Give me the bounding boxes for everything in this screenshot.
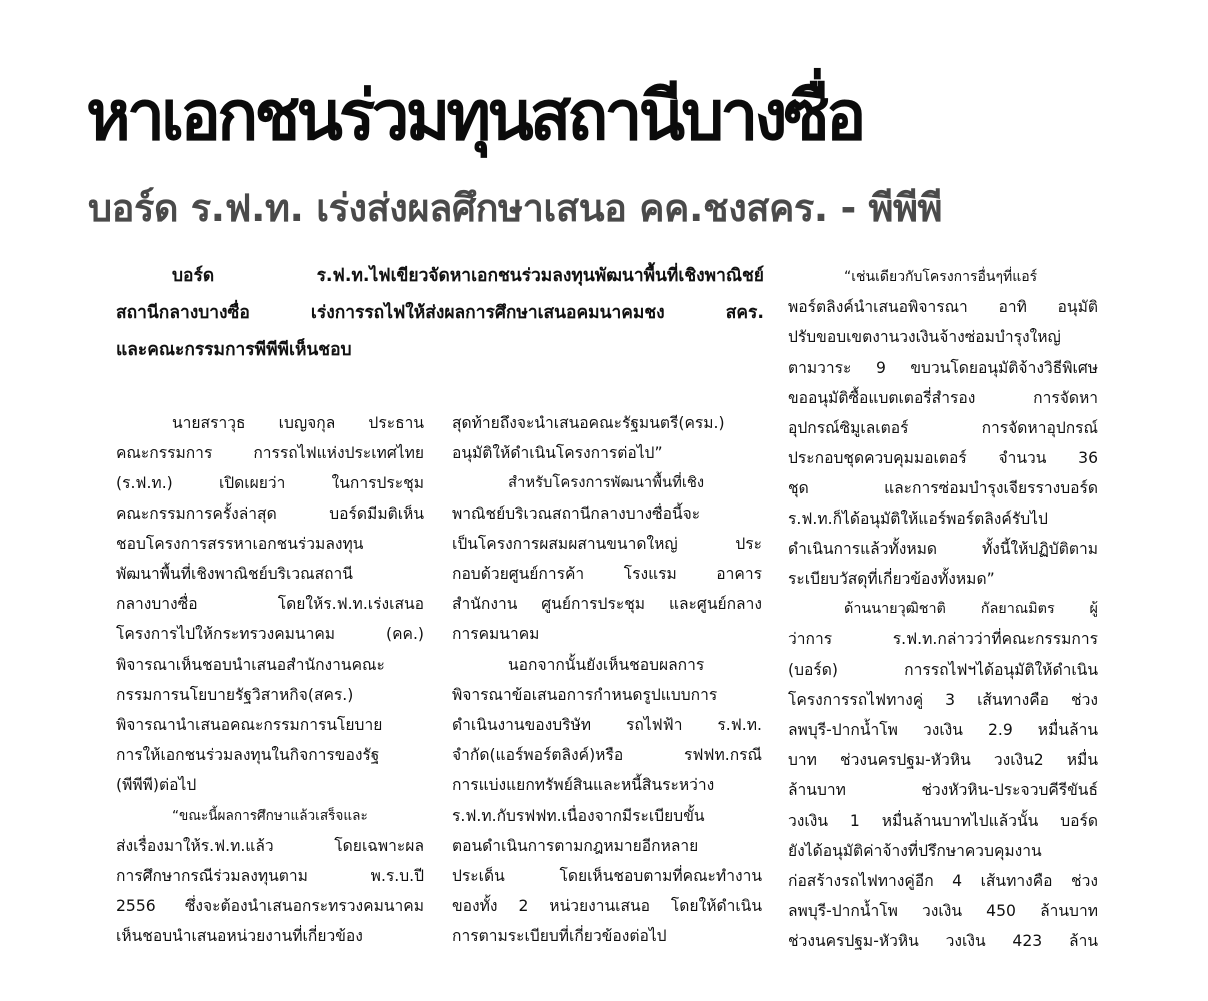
text-line: “ขณะนี้ผลการศึกษาแล้วเสร็จและ [172, 807, 368, 824]
headline: หาเอกชนร่วมทุนสถานีบางซื่อ [86, 77, 863, 156]
text-line: ประเด็น โดยเห็นชอบตามที่คณะทำงาน [452, 867, 762, 886]
text-line: สำนักงาน ศูนย์การประชุม และศูนย์กลาง [452, 595, 762, 614]
text-line: พัฒนาพื้นที่เชิงพาณิชย์บริเวณสถานี [116, 565, 353, 584]
text-line: ก่อสร้างรถไฟทางคู่อีก 4 เส้นทางคือ ช่วง [788, 872, 1098, 891]
text-line: วงเงิน 1 หมื่นล้านบาทไปแล้วนั้น บอร์ด [788, 811, 1098, 830]
text-line: ดำเนินการแล้วทั้งหมด ทั้งนี้ให้ปฏิบัติตาม [788, 539, 1098, 558]
text-line: “เช่นเดียวกับโครงการอื่นๆที่แอร์ [844, 269, 1038, 285]
text-line: ชุด และการซ่อมบำรุงเจียรรางบอร์ด [788, 479, 1098, 498]
text-line: ของทั้ง 2 หน่วยงานเสนอ โดยให้ดำเนิน [452, 897, 762, 916]
text-line: ชอบโครงการสรรหาเอกชนร่วมลงทุน [116, 534, 364, 553]
text-line: ปรับขอบเขตงานวงเงินจ้างซ่อมบำรุงใหญ่ [788, 328, 1061, 347]
article-column-2 [452, 408, 762, 952]
lead-line: สถานีกลางบางซื่อ เร่งการรถไฟให้ส่งผลการศึกษาเสนอคมนาคมชง สคร. [116, 303, 764, 323]
text-line: อุปกรณ์ซิมูเลเตอร์ การจัดหาอุปกรณ์ [788, 419, 1098, 438]
lead-line: และคณะกรรมการพีพีพีเห็นชอบ [116, 340, 352, 360]
text-line: สุดท้ายถึงจะนำเสนอคณะรัฐมนตรี(ครม.) [452, 414, 725, 432]
text-line: ร.ฟ.ท.กับรฟฟท.เนื่องจากมีระเบียบขั้น [452, 806, 705, 825]
article-column-1 [116, 408, 424, 952]
text-line: (พีพีพี)ต่อไป [116, 776, 197, 795]
lead-line: บอร์ด ร.ฟ.ท.ไฟเขียวจัดหาเอกชนร่วมลงทุนพัฒนาพื้นที่เชิงพาณิชย์ [172, 266, 764, 286]
text-line: กลางบางซื่อ โดยให้ร.ฟ.ท.เร่งเสนอ [116, 595, 424, 614]
text-line: คณะกรรมการ การรถไฟแห่งประเทศไทย [116, 444, 424, 463]
text-line: ระเบียบวัสดุที่เกี่ยวข้องทั้งหมด” [788, 570, 995, 589]
text-line: การศึกษากรณีร่วมลงทุนตาม พ.ร.บ.ปี [116, 867, 424, 886]
text-line: ดำเนินงานของบริษัท รถไฟฟ้า ร.ฟ.ท. [452, 716, 762, 735]
lead-paragraph [116, 258, 764, 369]
text-line: อนุมัติให้ดำเนินโครงการต่อไป” [452, 444, 663, 463]
text-line: ร.ฟ.ท.ก็ได้อนุมัติให้แอร์พอร์ตลิงค์รับไป [788, 509, 1048, 528]
text-line: ตามวาระ 9 ขบวนโดยอนุมัติจ้างวิธีพิเศษ [788, 358, 1098, 377]
text-line: พอร์ตลิงค์นำเสนอพิจารณา อาทิ อนุมัติ [788, 298, 1098, 317]
text-line: การตามระเบียบที่เกี่ยวข้องต่อไป [452, 927, 667, 946]
subheadline: บอร์ด ร.ฟ.ท. เร่งส่งผลศึกษาเสนอ คค.ชงสคร. - พีพีพี [88, 186, 943, 230]
text-line: จำกัด(แอร์พอร์ตลิงค์)หรือ รฟฟท.กรณี [452, 746, 762, 765]
text-line: กรรมการนโยบายรัฐวิสาหกิจ(สคร.) [116, 685, 354, 704]
text-line: พิจารณาเห็นชอบนำเสนอสำนักงานคณะ [116, 655, 385, 674]
text-line: พิจารณาข้อเสนอการกำหนดรูปแบบการ [452, 685, 718, 704]
text-line: ลพบุรี-ปากน้ำโพ วงเงิน 450 ล้านบาท [788, 902, 1098, 921]
text-line: (ร.ฟ.ท.) เปิดเผยว่า ในการประชุม [116, 474, 424, 493]
text-line: ล้านบาท ช่วงหัวหิน-ประจวบคีรีขันธ์ [788, 781, 1098, 800]
text-line: พาณิชย์บริเวณสถานีกลางบางซื่อนี้จะ [452, 504, 701, 523]
text-line: สำหรับโครงการพัฒนาพื้นที่เชิง [508, 474, 705, 492]
text-line: นอกจากนั้นยังเห็นชอบผลการ [508, 655, 705, 674]
text-line: โครงการไปให้กระทรวงคมนาคม (คค.) [116, 625, 424, 644]
text-line: ตอนดำเนินการตามกฎหมายอีกหลาย [452, 836, 699, 855]
text-line: กอบด้วยศูนย์การค้า โรงแรม อาคาร [452, 565, 762, 584]
article-column-3 [788, 262, 1098, 957]
text-line: โครงการรถไฟทางคู่ 3 เส้นทางคือ ช่วง [788, 690, 1098, 709]
text-line: (บอร์ด) การรถไฟฯได้อนุมัติให้ดำเนิน [788, 660, 1098, 679]
text-line: ด้านนายวุฒิชาติ กัลยาณมิตร ผู้ [844, 601, 1098, 618]
text-line: การแบ่งแยกทรัพย์สินและหนี้สินระหว่าง [452, 776, 715, 795]
text-line: ขออนุมัติซื้อแบตเตอรี่สำรอง การจัดหา [788, 388, 1098, 407]
text-line: บาท ช่วงนครปฐม-หัวหิน วงเงิน2 หมื่น [788, 751, 1098, 770]
text-line: การคมนาคม [452, 625, 540, 644]
text-line: คณะกรรมการครั้งล่าสุด บอร์ดมีมติเห็น [116, 504, 424, 523]
text-line: ส่งเรื่องมาให้ร.ฟ.ท.แล้ว โดยเฉพาะผล [116, 836, 424, 855]
text-line: ประกอบชุดควบคุมมอเตอร์ จำนวน 36 [788, 449, 1098, 468]
text-line: ช่วงนครปฐม-หัวหิน วงเงิน 423 ล้าน [788, 932, 1098, 951]
text-line: ลพบุรี-ปากน้ำโพ วงเงิน 2.9 หมื่นล้าน [788, 721, 1098, 740]
text-line: เป็นโครงการผสมผสานขนาดใหญ่ ประ [452, 534, 762, 553]
text-line: การให้เอกชนร่วมลงทุนในกิจการของรัฐ [116, 746, 380, 765]
text-line: 2556 ซึ่งจะต้องนำเสนอกระทรวงคมนาคม [116, 897, 424, 916]
text-line: นายสราวุธ เบญจกุล ประธาน [172, 414, 424, 432]
text-line: ยังได้อนุมัติค่าจ้างที่ปรึกษาควบคุมงาน [788, 841, 1042, 860]
text-line: เห็นชอบนำเสนอหน่วยงานที่เกี่ยวข้อง [116, 927, 363, 946]
text-line: พิจารณานำเสนอคณะกรรมการนโยบาย [116, 716, 383, 735]
text-line: ว่าการ ร.ฟ.ท.กล่าวว่าที่คณะกรรมการ [788, 630, 1098, 649]
